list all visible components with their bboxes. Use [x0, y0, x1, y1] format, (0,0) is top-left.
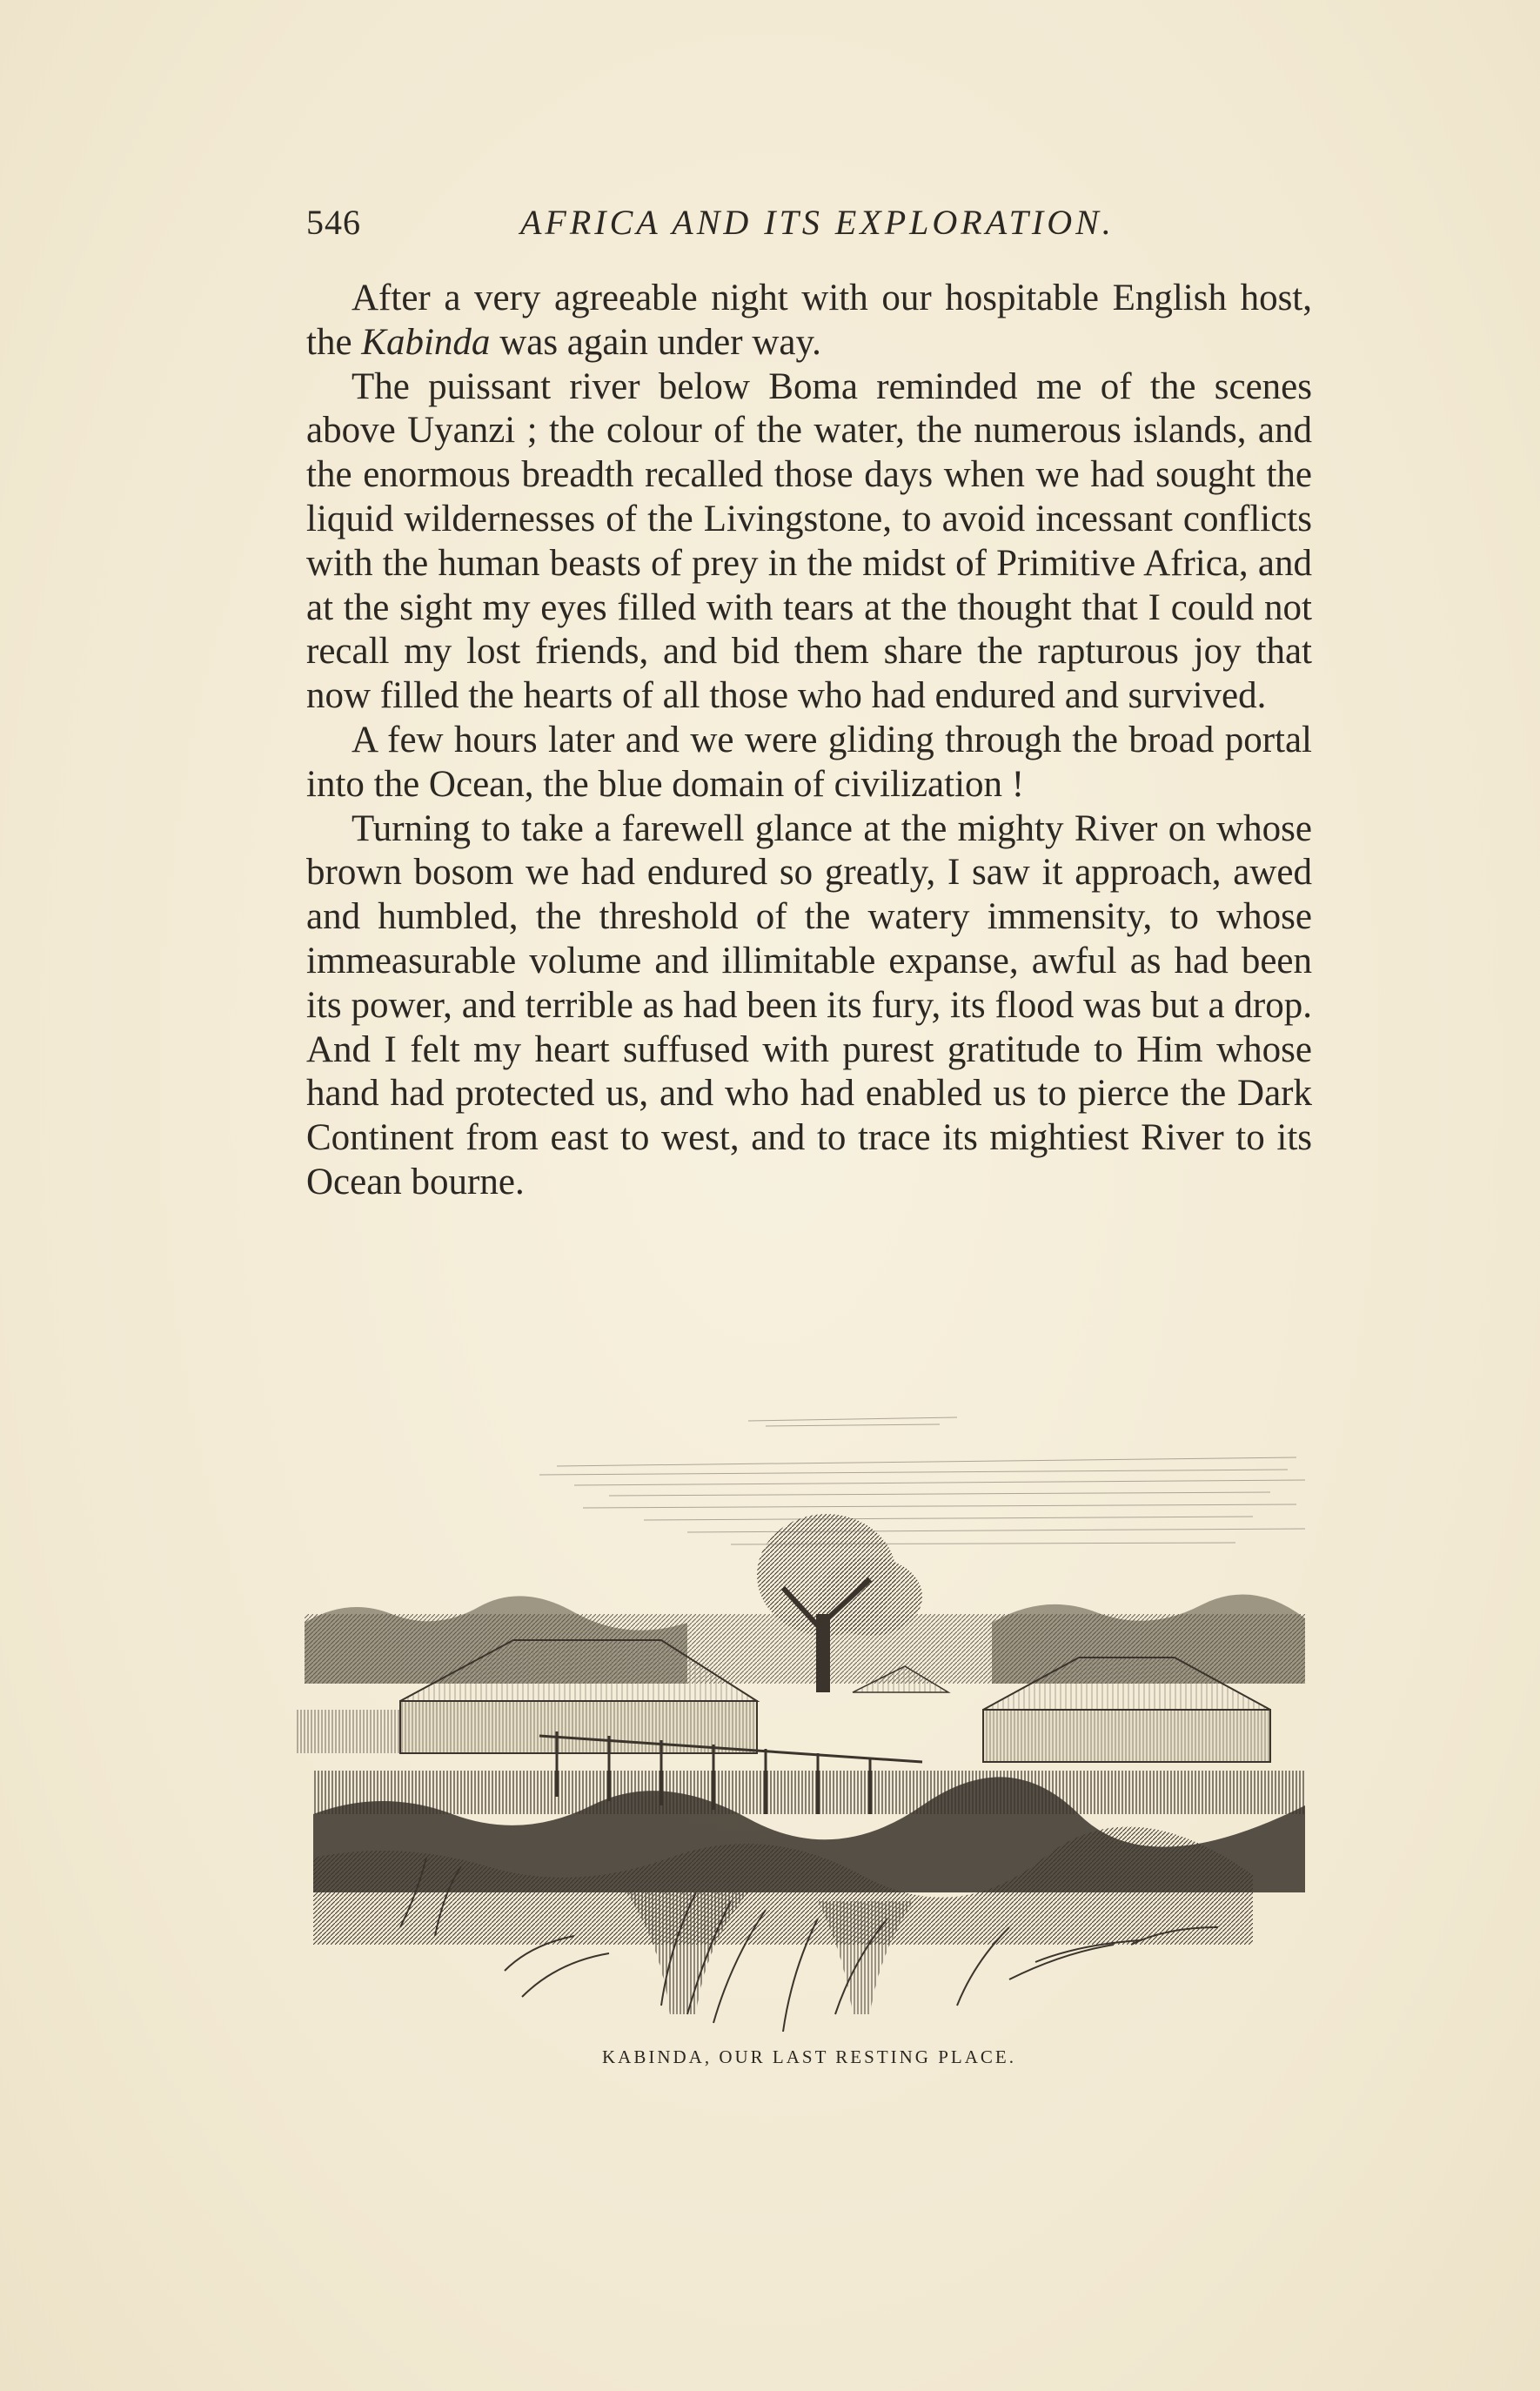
foreground-vegetation — [313, 1777, 1305, 2032]
paragraph-3: A few hours later and we were gliding through the broad portal into the Ocean, the blue domain of civilization ! — [306, 719, 1312, 805]
engraving-svg — [296, 1405, 1314, 2032]
sky-clouds — [539, 1417, 1305, 1544]
figure-caption: KABINDA, OUR LAST RESTING PLACE. — [602, 2046, 1016, 2067]
page-number: 546 — [306, 203, 361, 242]
ship-name: Kabinda — [361, 321, 491, 363]
running-header — [306, 202, 1316, 254]
paragraph-1-text-b: was again under way. — [490, 321, 821, 363]
running-title: AFRICA AND ITS EXPLORATION. — [520, 203, 1115, 242]
paragraph-2: The puissant river below Boma reminded me of the scenes above Uyanzi ; the colour of the water, the numerous islands, and the enormous breadth recalled those days when we had sought the liquid wildernesses of the Livingstone, to avoid incessant conflicts with the human beasts of prey in the midst of Primitive Africa, and at the sight my eyes filled with tears at the thought that I could not recall my lost friends, and bid them share the rapturous joy that now filled the hearts of all those who had endured and survived. — [306, 365, 1312, 717]
fence — [313, 1771, 1305, 1814]
paragraph-1-text-a: After a very agreeable night with our hospitable English host, the — [306, 278, 1312, 363]
paragraph-1 — [306, 277, 1312, 365]
engraving-illustration — [296, 1405, 1314, 2032]
paragraph-4: Turning to take a farewell glance at the mighty River on whose brown bosom we had endured so greatly, I saw it approach, awed and humbled, the threshold of the watery immensity, to whose immeasurable volume and illimitable expanse, awful as had been its power, and terrible as had been its fury, its flood was but a drop. And I felt my heart suffused with purest gratitude to Him whose hand had protected us, and who had enabled us to pierce the Dark Continent from east to west, and to trace its mightiest River to its Ocean bourne. — [306, 807, 1312, 1202]
body-text — [306, 277, 1312, 1205]
